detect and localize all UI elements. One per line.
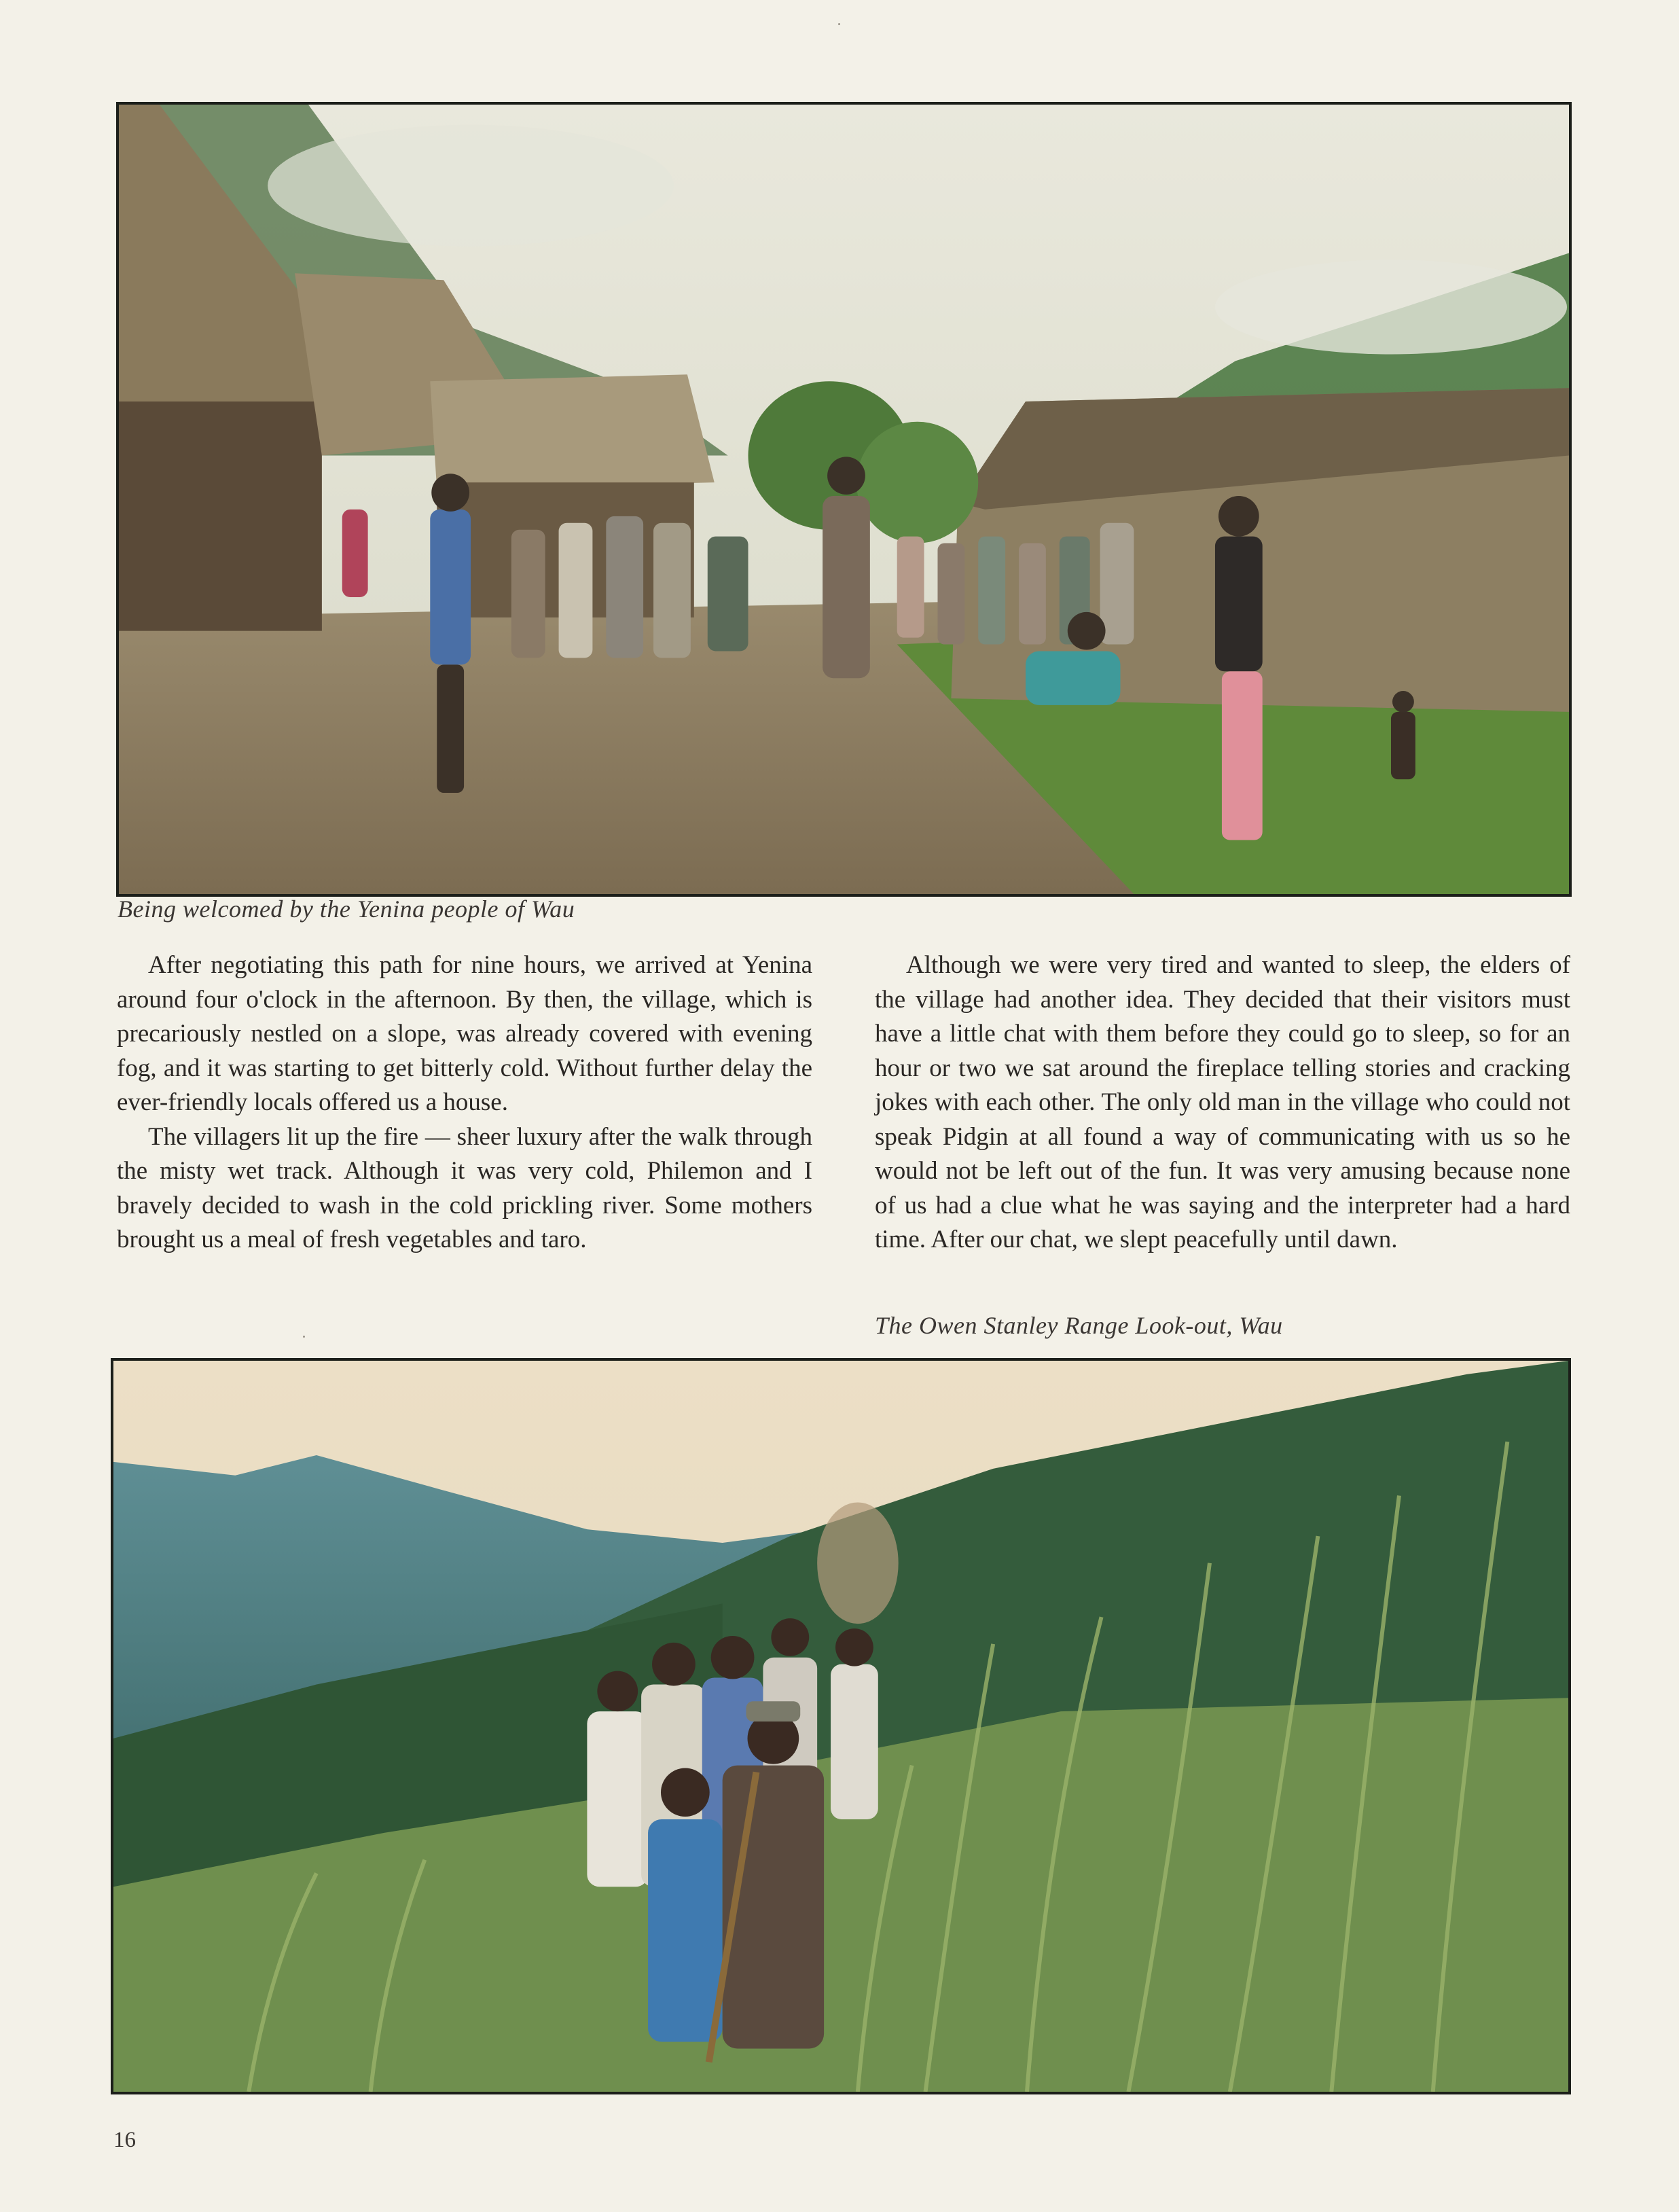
lookout-photo-caption: The Owen Stanley Range Look-out, Wau [875,1312,1283,1339]
paragraph: After negotiating this path for nine hours, we arrived at Yenina around four o'clock in the afternoon. By then, the village, which is precariously nestled on a slope, was already covered with evening fog, and it was starting to get bitterly cold. Without further delay the ever-friendly locals offered us a house. [117,951,812,1116]
lookout-photo [111,1358,1571,2094]
village-photo [116,102,1572,897]
village-photo-caption: Being welcomed by the Yenina people of Wau [118,895,575,923]
paragraph: Although we were very tired and wanted to sleep, the elders of the village had another idea. They decided that their visitors must have a little chat with them before they could go to sleep, so for an hour or two we sat around the fireplace telling stories and cracking jokes with each other. The only old man in the village who could not speak Pidgin at all found a way of communicating with us so he would not be left out of the fun. It was very amusing because none of us had a clue what he was saying and the interpreter had a hard time. After our chat, we slept peacefully until dawn. [875,951,1570,1253]
paper-speck [303,1336,305,1338]
article-column-left [117,948,812,1257]
page-number: 16 [113,2128,136,2152]
paragraph: The villagers lit up the fire — sheer luxury after the walk through the misty wet track. Although it was very cold, Philemon and I bravely decided to wash in the cold prickling river. Some mothers brought us a meal of fresh vegetables and taro. [117,1122,812,1253]
paper-speck [838,23,840,25]
article-column-right [875,948,1570,1257]
